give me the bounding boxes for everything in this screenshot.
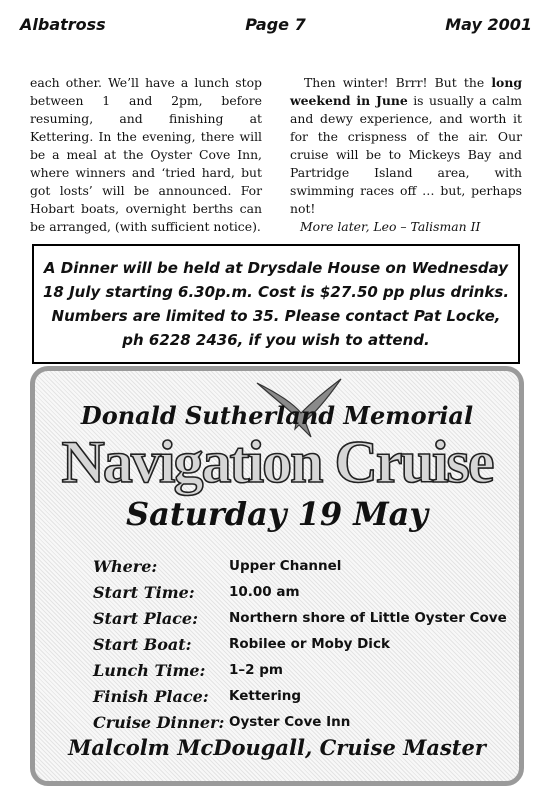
- cruise-master-credit: Malcolm McDougall, Cruise Master: [68, 735, 486, 760]
- issue-date: May 2001: [445, 14, 532, 34]
- detail-value: Upper Channel: [229, 558, 342, 574]
- cruise-details: [93, 553, 513, 735]
- cruise-poster: [30, 366, 524, 786]
- detail-label: Lunch Time:: [93, 660, 206, 680]
- article-columns: [30, 74, 522, 236]
- page-number: Page 7: [245, 14, 306, 34]
- left-column-text: each other. We’ll have a lunch stop between 1 and 2pm, before resuming, and finishing at Kettering. In the evening, there will be a meal at the Oyster Cove Inn, where winners and ‘tried hard, but got losts’ will be announced. For Hobart boats, overnight berths can be arranged, (with sufficient notice).: [30, 75, 262, 234]
- detail-label: Start Boat:: [93, 634, 192, 654]
- detail-row: [93, 709, 513, 735]
- detail-value: 1–2 pm: [229, 662, 283, 678]
- detail-value: Northern shore of Little Oyster Cove: [229, 610, 507, 626]
- dinner-notice-text: A Dinner will be held at Drysdale House on Wednesday 18 July starting 6.30p.m. Cost is $27.50 pp plus drinks. Numbers are limited to 35. Please contact Pat Locke, ph 6228 2436, if you wish to attend.: [42, 259, 510, 349]
- right-column: [290, 74, 522, 236]
- right-text-bold: long weekend in June: [290, 75, 522, 108]
- detail-label: Start Time:: [93, 582, 195, 602]
- detail-row: [93, 683, 513, 709]
- detail-value: Kettering: [229, 688, 302, 704]
- detail-row: [93, 553, 513, 579]
- detail-row: [93, 605, 513, 631]
- poster-main-title: Navigation Cruise: [61, 429, 493, 495]
- right-text-start: Then winter! Brrr! But the: [304, 75, 492, 90]
- left-column: [30, 74, 262, 236]
- detail-row: [93, 579, 513, 605]
- poster-title: Donald Sutherland Memorial: [80, 401, 474, 430]
- detail-value: Robilee or Moby Dick: [229, 636, 390, 652]
- detail-row: [93, 657, 513, 683]
- dinner-notice-box: [32, 244, 520, 364]
- page-header: [20, 10, 532, 38]
- detail-value: Oyster Cove Inn: [229, 714, 351, 730]
- detail-label: Finish Place:: [93, 686, 209, 706]
- poster-date: Saturday 19 May: [125, 495, 428, 533]
- signoff: More later, Leo – Talisman II: [300, 219, 481, 234]
- newsletter-name: Albatross: [20, 14, 106, 34]
- right-text-end: is usually a calm and dewy experience, and worth it for the crispness of the air. Our cruise will be to Mickeys Bay and Partridge Island area, with swimming races off … but, perhaps not!: [290, 93, 522, 216]
- detail-label: Start Place:: [93, 608, 199, 628]
- detail-label: Where:: [93, 556, 158, 576]
- right-column-text: [290, 74, 522, 218]
- detail-label: Cruise Dinner:: [93, 712, 225, 732]
- detail-row: [93, 631, 513, 657]
- detail-value: 10.00 am: [229, 584, 300, 600]
